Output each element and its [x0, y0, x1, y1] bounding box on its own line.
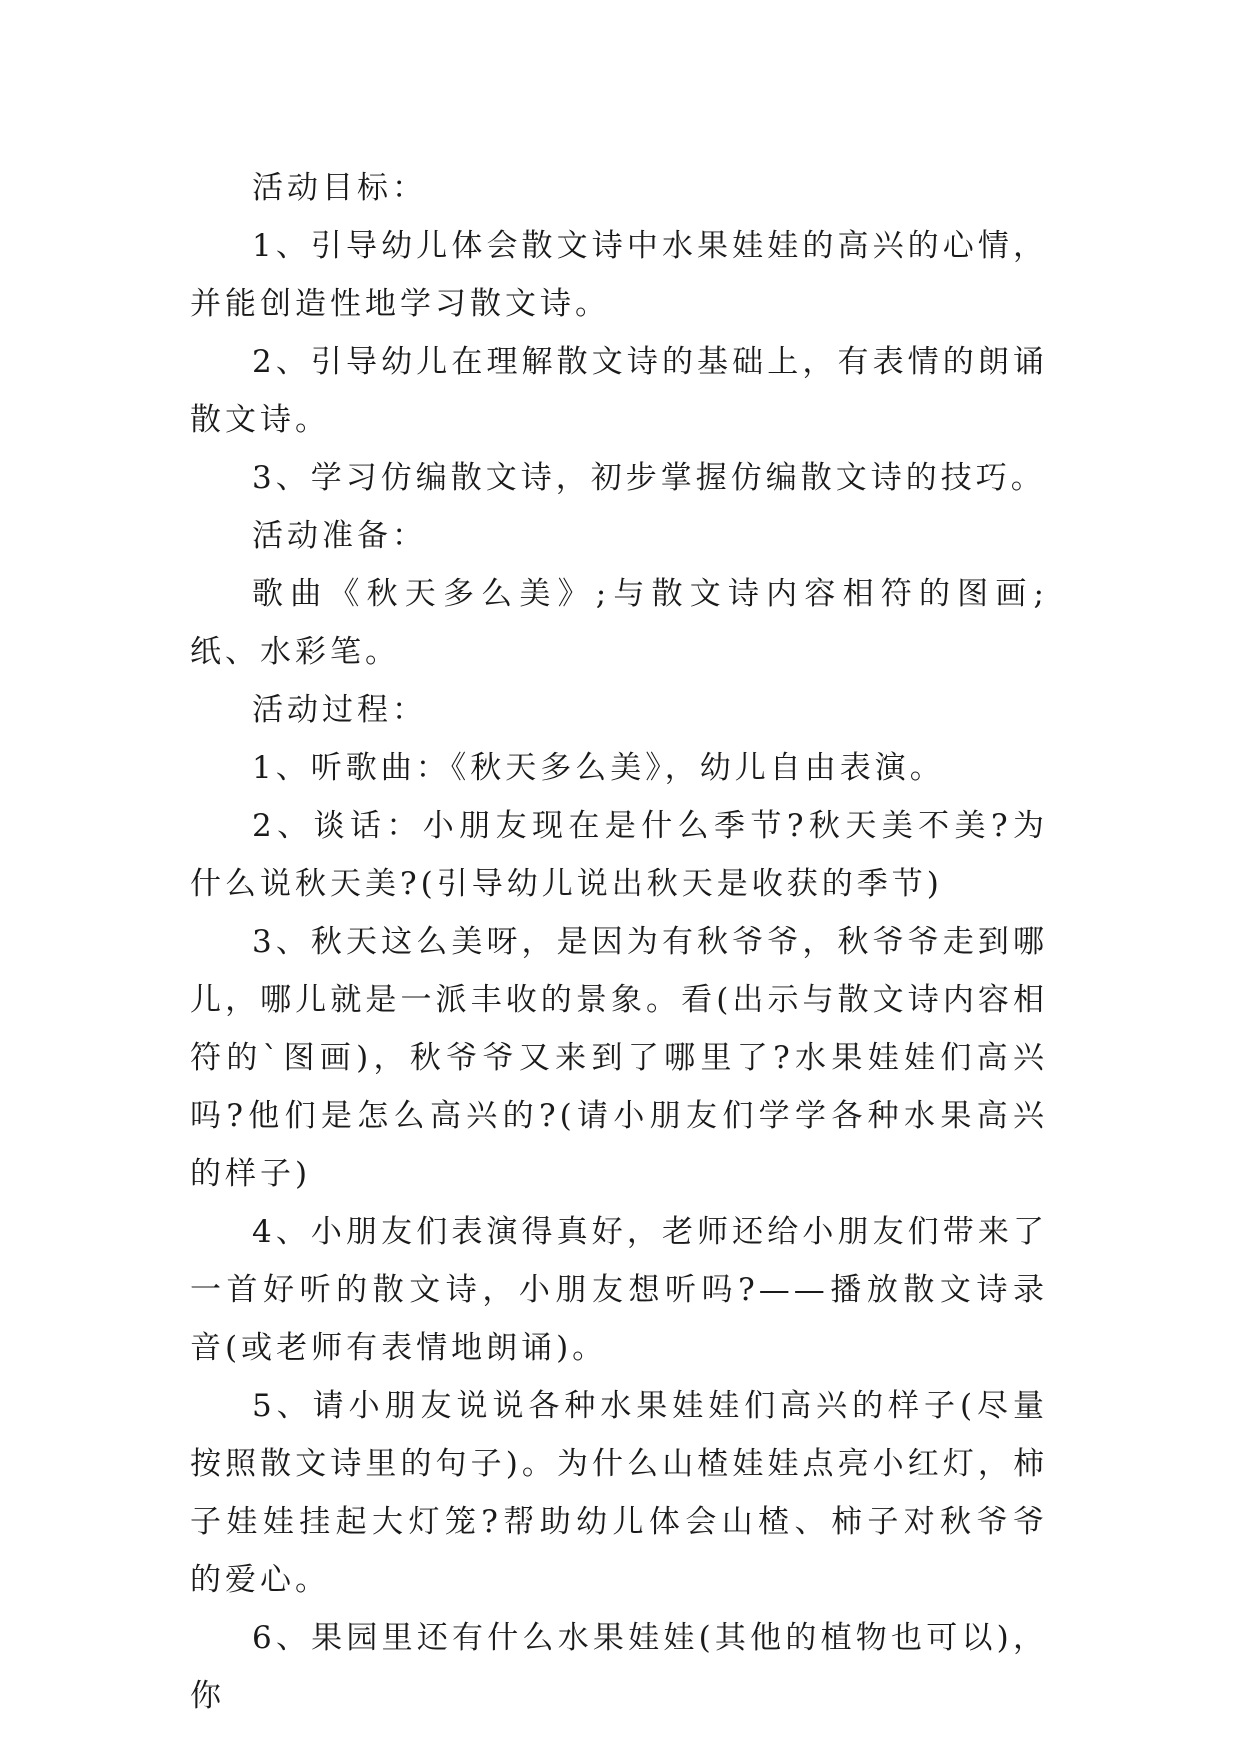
goal-item-2: 2、引导幼儿在理解散文诗的基础上，有表情的朗诵散文诗。 — [190, 344, 1048, 438]
heading-activity-process: 活动过程： — [252, 692, 427, 728]
process-step-6: 6、果园里还有什么水果娃娃(其他的植物也可以)，你 — [190, 1620, 1048, 1714]
heading-activity-goals: 活动目标： — [252, 170, 427, 206]
process-step-3: 3、秋天这么美呀，是因为有秋爷爷，秋爷爷走到哪儿，哪儿就是一派丰收的景象。看(出示与散文诗内容相符的`图画)，秋爷爷又来到了哪里了?水果娃娃们高兴吗?他们是怎么高兴的?(请小朋友们学学各种水果高兴的样子) — [190, 924, 1048, 1192]
process-step-4: 4、小朋友们表演得真好，老师还给小朋友们带来了一首好听的散文诗，小朋友想听吗?——播放散文诗录音(或老师有表情地朗诵)。 — [190, 1214, 1048, 1366]
goal-item-3: 3、学习仿编散文诗，初步掌握仿编散文诗的技巧。 — [252, 460, 1046, 496]
preparation-text: 歌曲《秋天多么美》;与散文诗内容相符的图画;纸、水彩笔。 — [190, 576, 1048, 670]
document-body — [190, 159, 1048, 1725]
process-step-5: 5、请小朋友说说各种水果娃娃们高兴的样子(尽量按照散文诗里的句子)。为什么山楂娃娃点亮小红灯，柿子娃娃挂起大灯笼?帮助幼儿体会山楂、柿子对秋爷爷的爱心。 — [190, 1388, 1048, 1598]
goal-item-1: 1、引导幼儿体会散文诗中水果娃娃的高兴的心情，并能创造性地学习散文诗。 — [190, 228, 1048, 322]
process-step-1: 1、听歌曲：《秋天多么美》，幼儿自由表演。 — [252, 750, 945, 786]
process-step-2: 2、谈话：小朋友现在是什么季节?秋天美不美?为什么说秋天美?(引导幼儿说出秋天是收获的季节) — [190, 808, 1048, 902]
heading-activity-preparation: 活动准备： — [252, 518, 427, 554]
